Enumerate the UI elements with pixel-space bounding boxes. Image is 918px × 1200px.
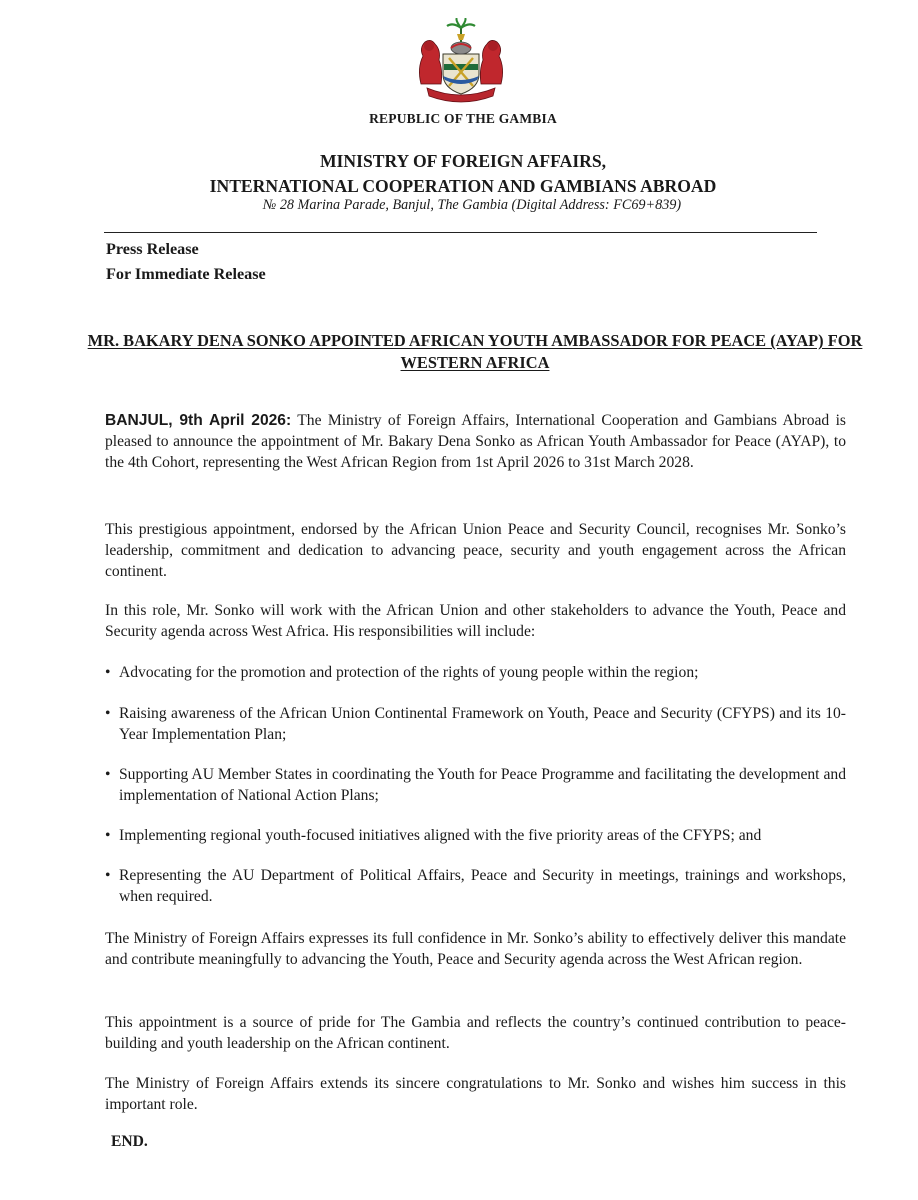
intro-paragraph bbox=[105, 410, 846, 474]
ministry-name-line-2: INTERNATIONAL COOPERATION AND GAMBIANS ABROAD bbox=[209, 176, 717, 196]
pride-paragraph: This appointment is a source of pride for The Gambia and reflects the country’s continued contribution to peace-building and youth leadership on the African continent. bbox=[105, 1014, 846, 1053]
header-divider bbox=[104, 232, 817, 233]
bullet-icon: • bbox=[105, 827, 111, 844]
responsibility-text: Supporting AU Member States in coordinating the Youth for Peace Programme and facilitating the development and implementation of National Action Plans; bbox=[119, 766, 846, 805]
coat-of-arms-emblem bbox=[413, 18, 509, 106]
responsibility-item bbox=[105, 825, 846, 846]
country-heading: REPUBLIC OF THE GAMBIA bbox=[369, 111, 557, 126]
bullet-icon: • bbox=[105, 867, 111, 884]
congratulations-paragraph: The Ministry of Foreign Affairs extends its sincere congratulations to Mr. Sonko and wishes him success in this important role. bbox=[105, 1075, 846, 1114]
release-type: Press Release bbox=[106, 240, 199, 258]
end-marker: END. bbox=[111, 1133, 148, 1150]
responsibility-item bbox=[105, 865, 846, 907]
headline: MR. BAKARY DENA SONKO APPOINTED AFRICAN YOUTH AMBASSADOR FOR PEACE (AYAP) FOR WESTERN AFRICA bbox=[87, 331, 863, 372]
ministry-address: № 28 Marina Parade, Banjul, The Gambia (Digital Address: FC69+839) bbox=[262, 197, 682, 213]
responsibility-text: Implementing regional youth-focused initiatives aligned with the five priority areas of the CFYPS; and bbox=[119, 827, 762, 844]
responsibility-item bbox=[105, 764, 846, 806]
role-paragraph: In this role, Mr. Sonko will work with the African Union and other stakeholders to advance the Youth, Peace and Security agenda across West Africa. His responsibilities will include: bbox=[105, 602, 846, 641]
responsibility-text: Raising awareness of the African Union Continental Framework on Youth, Peace and Security (CFYPS) and its 10-Year Implementation Plan; bbox=[119, 705, 846, 744]
ministry-name-line-1: MINISTRY OF FOREIGN AFFAIRS, bbox=[319, 151, 607, 171]
responsibility-text: Advocating for the promotion and protection of the rights of young people within the region; bbox=[119, 664, 699, 681]
bullet-icon: • bbox=[105, 664, 111, 681]
appointment-paragraph: This prestigious appointment, endorsed by the African Union Peace and Security Council, recognises Mr. Sonko’s leadership, commitment and dedication to advancing peace, security and youth engagement across the African continent. bbox=[105, 521, 846, 581]
responsibility-item bbox=[105, 703, 846, 745]
bullet-icon: • bbox=[105, 705, 111, 722]
responsibility-text: Representing the AU Department of Political Affairs, Peace and Security in meetings, trainings and workshops, when required. bbox=[119, 867, 846, 906]
dateline: BANJUL, 9th April 2026: bbox=[105, 412, 292, 429]
bullet-icon: • bbox=[105, 766, 111, 783]
confidence-paragraph: The Ministry of Foreign Affairs expresses its full confidence in Mr. Sonko’s ability to effectively deliver this mandate and contribute meaningfully to advancing the Youth, Peace and Security agenda across the West African region. bbox=[105, 930, 846, 969]
intro-text: The Ministry of Foreign Affairs, International Cooperation and Gambians Abroad is pleased to announce the appointment of Mr. Bakary Dena Sonko as African Youth Ambassador for Peace (AYAP), to the 4th Cohort, representing the West African Region from 1st April 2026 to 31st March 2028. bbox=[105, 412, 846, 472]
release-timing: For Immediate Release bbox=[106, 265, 266, 283]
responsibility-item bbox=[105, 662, 846, 683]
ministry-name bbox=[0, 149, 918, 199]
